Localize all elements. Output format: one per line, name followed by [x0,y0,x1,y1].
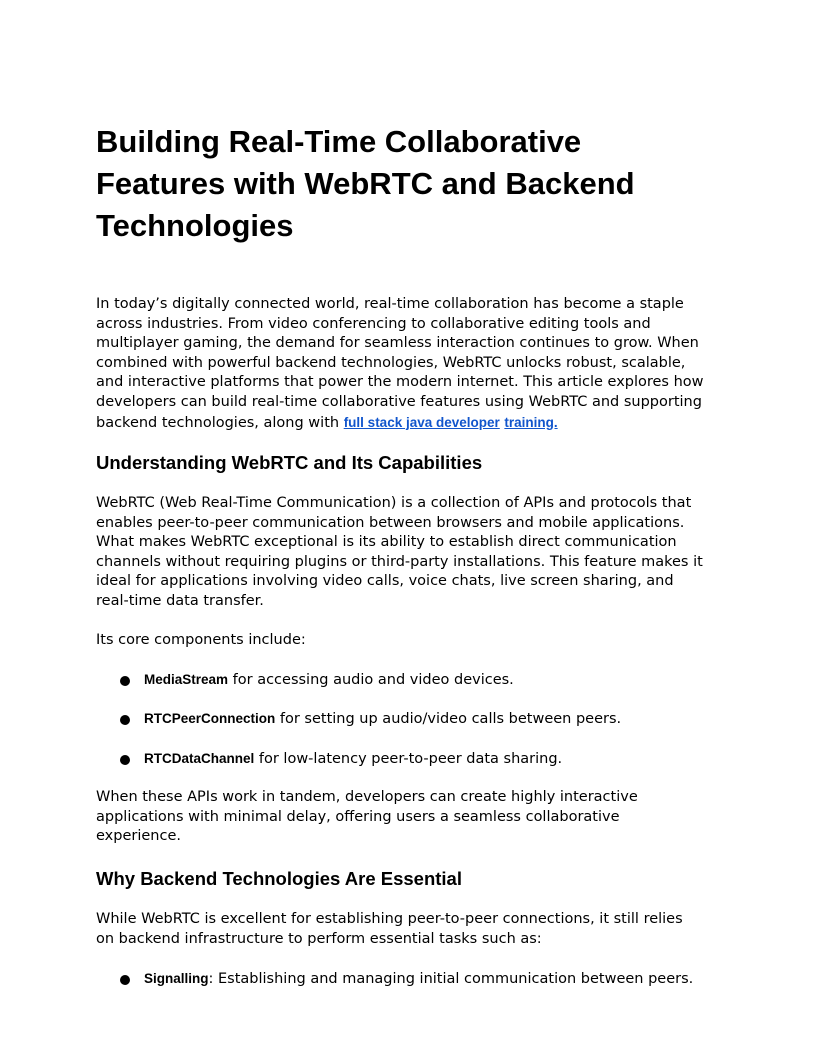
text-line: experience. [96,828,181,845]
intro-paragraph [96,295,720,433]
text-line: on backend infrastructure to perform essential tasks such as: [96,930,542,947]
title-line: Building Real-Time Collaborative [96,124,582,159]
bullet-icon [120,676,130,686]
text-line: WebRTC (Web Real-Time Communication) is a collection of APIs and protocols that [96,495,692,511]
webrtc-paragraph [96,494,720,612]
bullet-desc: for accessing audio and video devices. [228,672,514,688]
title-line: Features with WebRTC and Backend [96,166,635,201]
training-link[interactable]: training. [504,414,558,430]
bullet-term: Signalling [144,971,209,986]
bullet-term: RTCDataChannel [144,751,255,766]
text-line: channels without requiring plugins or third-party installations. This feature makes it [96,553,703,570]
webrtc-closing-paragraph [96,788,720,847]
bullet-desc: for low-latency peer-to-peer data sharing. [254,751,563,767]
article-title [96,121,720,247]
section-heading-backend: Why Backend Technologies Are Essential [96,868,462,889]
bullet-term: RTCPeerConnection [144,711,276,726]
bullet-icon [120,715,130,725]
text-line: developers can build real-time collaborative features using WebRTC and supporting [96,393,702,410]
components-intro: Its core components include: [96,632,306,648]
text-line: When these APIs work in tandem, developers can create highly interactive [96,789,638,805]
bullet-desc: for setting up audio/video calls between peers. [275,711,622,727]
text-line: combined with powerful backend technologies, WebRTC unlocks robust, scalable, [96,354,686,371]
text-line: While WebRTC is excellent for establishing peer-to-peer connections, it still relies [96,911,683,927]
text-line: enables peer-to-peer communication between browsers and mobile applications. [96,514,685,531]
text-line: multiplayer gaming, the demand for seamless interaction continues to grow. When [96,335,699,352]
full-stack-java-developer-link[interactable]: full stack java developer [343,414,500,430]
text-line: In today’s digitally connected world, real-time collaboration has become a staple [96,296,684,312]
bullet-term: MediaStream [144,672,229,687]
text-line: backend technologies, along with [96,414,344,431]
title-line: Technologies [96,208,294,243]
text-line: applications with minimal delay, offering users a seamless collaborative [96,808,620,825]
section-heading-webrtc: Understanding WebRTC and Its Capabilities [96,452,483,473]
backend-paragraph [96,910,720,949]
bullet-icon [120,755,130,765]
text-line: and interactive platforms that power the modern internet. This article explores how [96,374,704,391]
text-line: ideal for applications involving video calls, voice chats, live screen sharing, and [96,573,674,590]
text-line: across industries. From video conferencing to collaborative editing tools and [96,315,651,332]
text-line: real-time data transfer. [96,592,264,609]
bullet-icon [120,975,130,985]
bullet-desc: : Establishing and managing initial communication between peers. [208,971,694,987]
text-line: What makes WebRTC exceptional is its ability to establish direct communication [96,534,677,551]
